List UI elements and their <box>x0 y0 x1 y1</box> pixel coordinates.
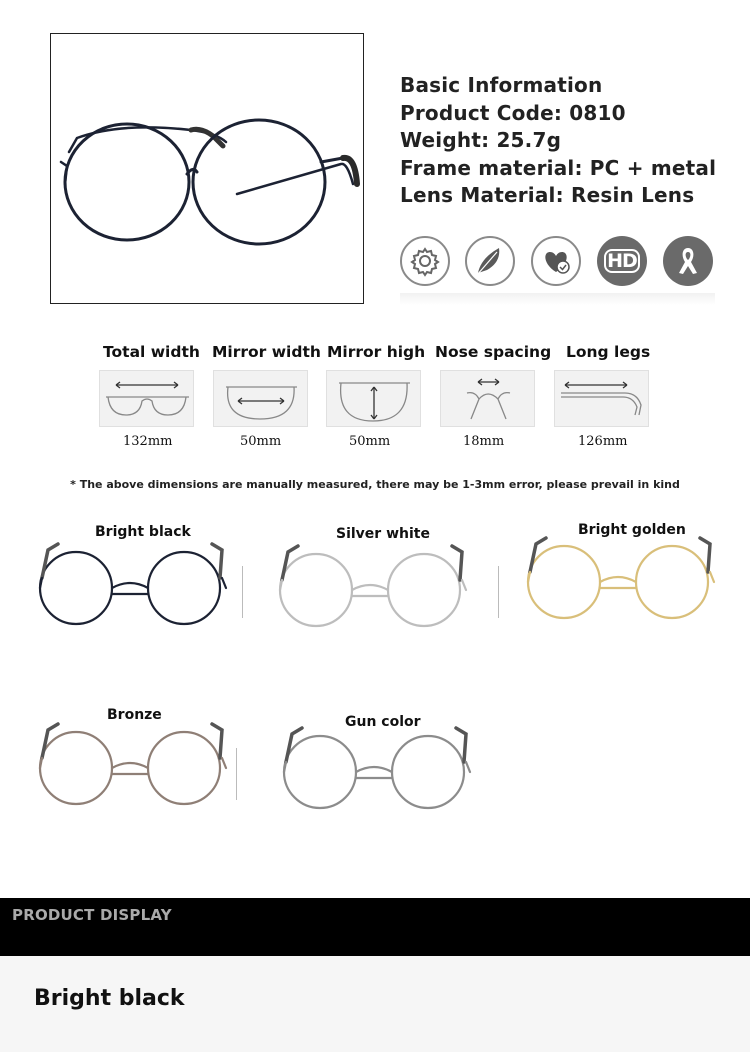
nose-spacing-diagram-icon <box>441 371 536 428</box>
dim-label-long-legs: Long legs <box>566 343 651 361</box>
hd-label: HD <box>607 250 637 272</box>
dim-value-long-legs: 126mm <box>578 434 628 449</box>
frame-material: Frame material: PC + metal <box>400 155 717 180</box>
color-label-bright-black: Bright black <box>95 524 191 540</box>
feather-icon <box>467 238 513 284</box>
mirror-high-diagram-icon <box>327 371 422 428</box>
color-label-gun-color: Gun color <box>345 714 421 730</box>
glasses-bronze-icon <box>36 718 236 808</box>
dim-value-mirror-high: 50mm <box>349 434 391 449</box>
dim-label-nose-spacing: Nose spacing <box>435 343 552 361</box>
dim-label-mirror-high: Mirror high <box>327 343 426 361</box>
glasses-silver-white-icon <box>276 540 476 630</box>
product-display-title: PRODUCT DISPLAY <box>12 906 172 924</box>
color-label-silver-white: Silver white <box>336 526 430 542</box>
basic-information <box>400 72 716 210</box>
color-label-bronze: Bronze <box>107 707 162 723</box>
heart-shield-icon <box>533 238 579 284</box>
measurement-disclaimer: * The above dimensions are manually measured, there may be 1-3mm error, please prevail in kind <box>70 478 680 491</box>
long-legs-diagram-icon <box>555 371 650 428</box>
hero-product-image <box>50 33 364 304</box>
total-width-diagram-icon <box>100 371 195 428</box>
feature-reflection <box>400 293 715 305</box>
dim-diagram-mirror-high <box>326 370 421 427</box>
mirror-width-diagram-icon <box>214 371 309 428</box>
dim-label-mirror-width: Mirror width <box>212 343 321 361</box>
dim-label-total-width: Total width <box>103 343 200 361</box>
glasses-gun-color-icon <box>280 722 480 812</box>
dim-value-mirror-width: 50mm <box>240 434 282 449</box>
dim-diagram-mirror-width <box>213 370 308 427</box>
weight: Weight: 25.7g <box>400 128 562 152</box>
dim-diagram-nose-spacing <box>440 370 535 427</box>
dim-value-total-width: 132mm <box>123 434 173 449</box>
dim-diagram-total-width <box>99 370 194 427</box>
footer-color-title: Bright black <box>34 986 185 1011</box>
separator-line <box>498 566 499 618</box>
feature-hd <box>597 236 647 286</box>
color-label-bright-golden: Bright golden <box>578 522 686 538</box>
lens-material: Lens Material: Resin Lens <box>400 183 695 207</box>
feature-ribbon <box>663 236 713 286</box>
product-code: Product Code: 0810 <box>400 100 626 125</box>
round-glasses-icon <box>51 34 363 303</box>
glasses-bright-golden-icon <box>524 532 724 628</box>
info-heading: Basic Information <box>400 73 603 97</box>
gear-icon <box>402 238 448 284</box>
feature-feather <box>465 236 515 286</box>
dim-diagram-long-legs <box>554 370 649 427</box>
glasses-bright-black-icon <box>36 538 236 628</box>
separator-line <box>236 748 237 800</box>
feature-gear <box>400 236 450 286</box>
dim-value-nose-spacing: 18mm <box>463 434 505 449</box>
ribbon-icon <box>663 236 713 286</box>
separator-line <box>242 566 243 618</box>
feature-heart <box>531 236 581 286</box>
